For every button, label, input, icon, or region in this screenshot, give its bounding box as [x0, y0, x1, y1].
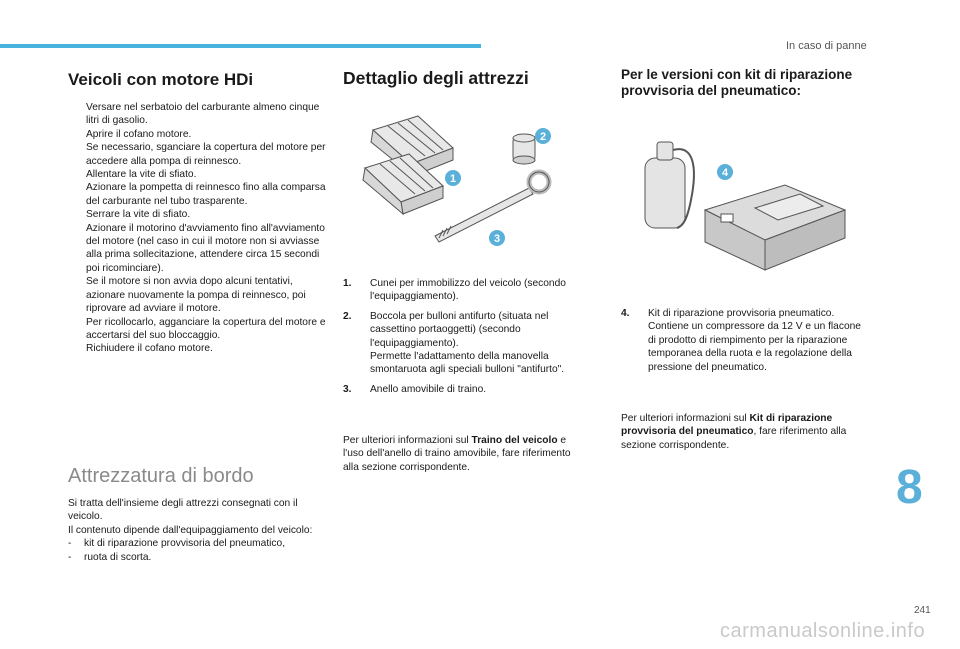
attrezzatura-text	[68, 497, 326, 564]
list-item: Allentare la vite di sfiato.	[86, 169, 197, 181]
hdi-steps-list	[68, 101, 326, 356]
list-item: 1. Cunei per immobilizzo del veicolo (secondo l'equipaggiamento).	[343, 278, 566, 303]
compressor-icon	[705, 185, 845, 270]
list-item: - ruota di scorta.	[68, 551, 152, 563]
svg-text:1: 1	[449, 173, 457, 185]
callout-3-icon	[489, 230, 505, 246]
callout-1-icon	[445, 170, 461, 186]
towing-note: Per ulteriori informazioni sul Traino del veicolo e l'uso dell'anello di traino amovibile, fare riferimento alla sezione corrispondente.	[343, 435, 571, 473]
section-header: In caso di panne	[786, 40, 867, 52]
page-number: 241	[914, 605, 931, 616]
tools-illustration	[343, 108, 573, 258]
tools-list	[343, 277, 588, 402]
chapter-number: 8	[896, 461, 923, 514]
list-item: Aprire il cofano motore.	[86, 128, 192, 140]
section-title-attrezzatura: Attrezzatura di bordo	[68, 465, 254, 487]
sealant-bottle-icon	[645, 142, 694, 228]
list-item: - kit di riparazione provvisoria del pneumatico,	[68, 538, 286, 550]
kit-note: Per ulteriori informazioni sul Kit di riparazione provvisoria del pneumatico, fare riferimento alla sezione corrispondente.	[621, 413, 847, 451]
kit-list	[621, 307, 871, 380]
callout-2-icon	[535, 128, 551, 144]
paragraph: Si tratta dell'insieme degli attrezzi consegnati con il veicolo.	[68, 498, 298, 523]
list-item: Serrare la vite di sfiato.	[86, 209, 191, 221]
list-item: Azionare il motorino d'avviamento fino all'avviamento del motore (nel caso in cui il motore non si avviasse alla prima sollecitazione, attendere circa 15 secondi poi ricominciare).	[86, 222, 325, 274]
antitheft-socket-icon	[513, 134, 535, 164]
svg-text:4: 4	[721, 167, 729, 179]
list-item: 4. Kit di riparazione provvisoria pneumatico. Contiene un compressore da 12 V e un flacone di prodotto di riempimento per la riparazione temporanea della ruota e la regolazione della pressione del pneumatico.	[621, 308, 861, 373]
list-item: Versare nel serbatoio del carburante almeno cinque litri di gasolio.	[86, 102, 320, 127]
svg-text:2: 2	[539, 131, 547, 143]
svg-text:3: 3	[493, 233, 501, 245]
list-item: Richiudere il cofano motore.	[86, 343, 213, 355]
list-item: Per ricollocarlo, agganciare la copertura del motore e accertarsi del suo bloccaggio.	[86, 316, 326, 341]
callout-4-icon	[717, 164, 733, 180]
repair-kit-illustration	[625, 130, 865, 280]
paragraph: Il contenuto dipende dall'equipaggiamento del veicolo:	[68, 524, 313, 536]
list-item: Se il motore si non avvia dopo alcuni tentativi, azionare nuovamente la pompa di reinnesco, poi riprovare ad avviare il motore.	[86, 276, 306, 315]
section-title-kit: Per le versioni con kit di riparazione provvisoria del pneumatico:	[621, 67, 853, 98]
list-item: Azionare la pompetta di reinnesco fino alla comparsa del carburante nel tubo trasparente.	[86, 182, 326, 207]
section-title-hdi: Veicoli con motore HDi	[68, 70, 254, 89]
header-accent-bar	[0, 44, 481, 48]
list-item: 2. Boccola per bulloni antifurto (situata nel cassettino portaoggetti) (secondo l'equipaggiamento). Permette l'adattamento della manovella smontaruota agli speciali bulloni "antifurto".	[343, 310, 565, 376]
list-item: 3. Anello amovibile di traino.	[343, 383, 487, 395]
section-title-dettaglio: Dettaglio degli attrezzi	[343, 68, 529, 88]
list-item: Se necessario, sganciare la copertura del motore per accedere alla pompa di reinnesco.	[86, 142, 326, 167]
watermark: carmanualsonline.info	[720, 620, 926, 642]
